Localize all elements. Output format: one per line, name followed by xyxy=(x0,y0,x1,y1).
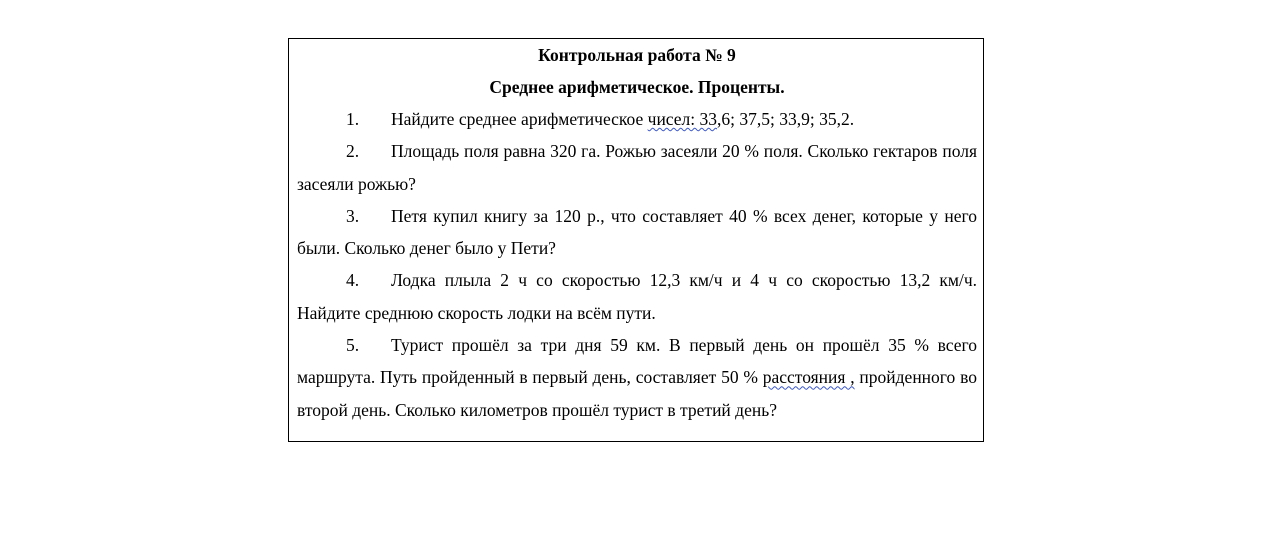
task-text: пройденного во второй день. Сколько километров прошёл турист в третий день? xyxy=(297,367,977,420)
document-frame xyxy=(288,38,984,442)
document-subtitle: Среднее арифметическое. Проценты. xyxy=(489,77,785,97)
task-number: 2. xyxy=(346,141,360,162)
task-2 xyxy=(297,135,977,200)
document-title: Контрольная работа № 9 xyxy=(538,45,736,65)
task-number: 3. xyxy=(346,205,360,226)
task-number: 4. xyxy=(346,270,360,291)
task-text: Петя купил книгу за 120 р., что составляет 40 % всех денег, которые у него были. Сколько денег было у Пети? xyxy=(297,205,977,259)
task-text: Найдите среднее арифметическое xyxy=(391,109,648,129)
task-number: 5. xyxy=(346,335,360,356)
task-text: Площадь поля равна 320 га. Рожью засеяли 20 % поля. Сколько гектаров поля засеяли рожью? xyxy=(297,141,977,194)
task-text: Лодка плыла 2 ч со скоростью 12,3 км/ч и 4 ч со скоростью 13,2 км/ч. Найдите среднюю скорость лодки на всём пути. xyxy=(297,270,977,323)
spellcheck-marked-text: чисел: 33 xyxy=(647,109,718,129)
task-4 xyxy=(297,264,977,329)
task-text: Турист прошёл за три дня 59 км. В первый день он прошёл 35 % всего маршрута. Путь пройденный в первый день, составляет 50 % xyxy=(297,335,977,388)
spellcheck-marked-text: расстояния , xyxy=(762,367,855,388)
task-1 xyxy=(297,103,977,135)
task-number: 1. xyxy=(346,109,360,129)
task-5 xyxy=(297,329,977,426)
task-text: ,6; 37,5; 33,9; 35,2. xyxy=(717,109,855,129)
task-3 xyxy=(297,200,977,265)
